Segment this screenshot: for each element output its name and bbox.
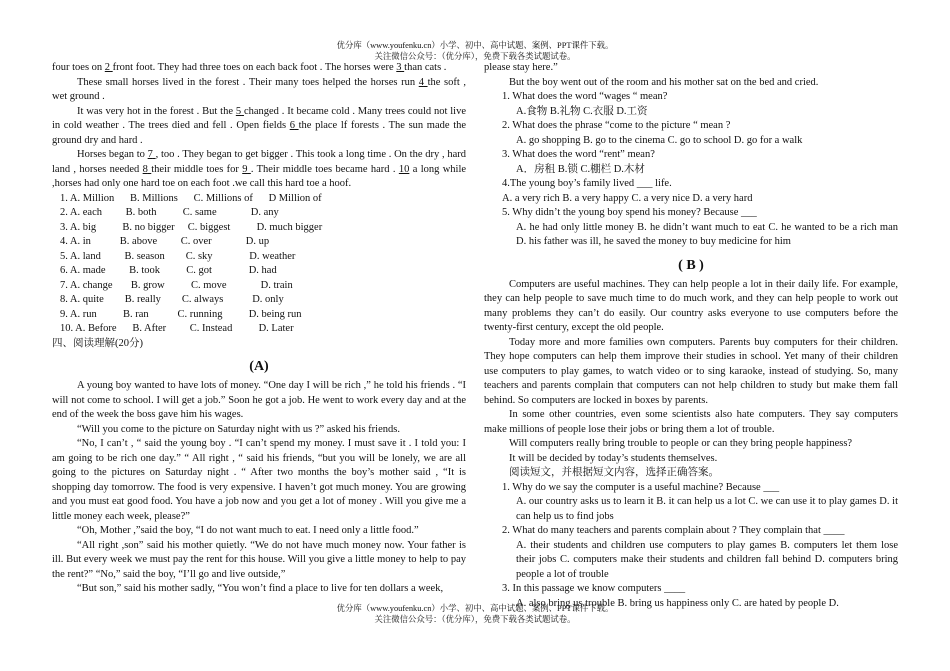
answer-options: A.食物 B.礼物 C.衣服 D.工资 — [516, 105, 648, 117]
option-row: 1. A. Million B. Millions C. Millions of D Million of — [60, 192, 322, 204]
option-row: 4. A. in B. above C. over D. up — [60, 236, 270, 247]
passage-a-paragraph: “Oh, Mother ,”said the boy, “I do not want much to eat. I need only a little food.” — [77, 525, 419, 536]
cloze-paragraph-1: four toes on 2 front foot. They had three toes on each back foot . The horses were 3 than cats . — [52, 62, 447, 73]
section-title: 四、阅读理解(20分) — [52, 337, 143, 349]
question: 3. What does the word “rent” mean? — [502, 149, 655, 160]
passage-b-paragraph: It will be decided by today’s students themselves. — [509, 452, 718, 464]
left-column — [52, 61, 466, 597]
footer-line-1: 优分库（www.youfenku.cn）小学、初中、高中试题、案例、PPT课件下载。 — [336, 604, 614, 613]
passage-a-continued: please stay here.” — [484, 62, 558, 73]
answer-options: A. our country asks us to learn it B. it can help us a lot C. we can use it to play games D. it can help us to find jobs — [516, 496, 898, 522]
question: 5. Why didn’t the young boy spend his money? Because ___ — [502, 207, 757, 218]
passage-a-paragraph: “All right ,son” said his mother quietly. “We do not have much money now. Your father is ill. But every week we must pay the rent for this house. Will you give a little money to help to pay the rent?” “No,” said the boy, “I’ll go and live outside,” — [52, 539, 466, 580]
footer-line-2: 关注微信公众号：（优分库），免费下载各类试题试卷。 — [374, 615, 576, 624]
option-row: 9. A. run B. ran C. running D. being run — [60, 308, 302, 320]
question: 1. Why do we say the computer is a useful machine? Because ___ — [502, 481, 780, 493]
option-row: 3. A. big B. no bigger C. biggest D. much bigger — [60, 221, 323, 233]
question: 2. What does the phrase “come to the picture “ mean ? — [502, 120, 731, 131]
page-footer — [0, 603, 950, 625]
answer-options: A. a very rich B. a very happy C. a very nice D. a very hard — [502, 192, 753, 204]
option-row: 5. A. land B. season C. sky D. weather — [60, 250, 296, 262]
passage-a-paragraph: “Will you come to the picture on Saturday night with us ?” asked his friends. — [77, 423, 400, 435]
header-line-1: 优分库（www.youfenku.cn）小学、初中、高中试题、案例、PPT课件下载。 — [336, 41, 614, 50]
passage-a-paragraph: “But son,” said his mother sadly, “You won’t find a place to live for ten dollars a week, — [77, 583, 444, 594]
passage-a-paragraph: A young boy wanted to have lots of money. “One day I will be rich ,” he told his friends . “I will not come to school. I will get a job.” Soon he got a job. He went to work every day and at the end of the week the boss gave him his wages. — [52, 380, 466, 420]
passage-b-paragraph: In some other countries, even some scientists also hate computers. They say computers make millions of people lose their jobs or bring them a lot of trouble. — [484, 409, 898, 435]
passage-b-paragraph: Will computers really bring trouble to people or can they bring people happiness? — [509, 438, 853, 449]
passage-a-title: (A) — [249, 359, 269, 374]
passage-a-paragraph: “No, I can’t , “ said the young boy . “I can’t spend my money. I must save it . I told you: I am going to be rich one day.” “ All right , “ said his friends, “but you will be lonely, we are all going to the pictures on Saturday night . “ After two months the boy’s mother said , “It is shopping day tomorrow. The food is very expensive. I haven’t got much money. You are growing and you must eat good food. You have a job now and you get a lot of money . Will you give me a little money each week, please?” — [52, 438, 466, 522]
answer-options: A. go shopping B. go to the cinema C. go to school D. go for a walk — [516, 134, 803, 146]
option-row: 6. A. made B. took C. got D. had — [60, 265, 277, 276]
answer-options: A. also bring us trouble B. bring us happiness only C. are hated by people D. — [516, 597, 839, 609]
cloze-paragraph-2: These small horses lived in the forest . Their many toes helped the horses run 4 the soft , wet ground . — [52, 76, 466, 102]
passage-b-title: ( B ) — [678, 257, 704, 273]
passage-b-paragraph: Computers are useful machines. They can help people a lot in their daily life. For example, they can help people to save much time to do much work, and they can help people to work out many problems they can’t do easily. Our country asks everyone to use computers before the twenty-first century, except the old people. — [484, 278, 898, 333]
cloze-paragraph-4: Horses began to 7 , too . They began to get bigger . This took a long time . On the dry , hard land , horses needed 8 their middle toes for 9 . Their middle toes became hard . 10 a long while ,horses had only one hard toe on each foot .we call this hard toe a hoof. — [52, 149, 467, 189]
question: 2. What do many teachers and parents complain about ? They complain that ____ — [502, 525, 845, 536]
question: 1. What does the word “wages “ mean? — [502, 91, 668, 102]
question: 4.The young boy’s family lived ___ life. — [502, 178, 672, 189]
option-row: 2. A. each B. both C. same D. any — [60, 207, 279, 218]
instruction: 阅读短文，并根据短文内容，选择正确答案。 — [509, 467, 719, 478]
question: 3. In this passage we know computers ____ — [502, 583, 686, 594]
right-column — [484, 61, 898, 611]
page-header — [0, 40, 950, 62]
cloze-paragraph-3: It was very hot in the forest . But the 5 changed . It became cold . Many trees could not live in cold weather . The trees died and fell . Open fields 6 the place lf forests . The sun made the ground dry and hard . — [52, 105, 467, 146]
answer-options: A. he had only little money B. he didn’t want much to eat C. he wanted to be a rich man D. his father was ill, he saved the money to buy medicine for him — [516, 221, 898, 247]
option-row: 8. A. quite B. really C. always D. only — [60, 294, 284, 305]
answer-options: A．房租 B.锁 C.棚栏 D.木材 — [516, 163, 645, 175]
header-line-2: 关注微信公众号：（优分库），免费下载各类试题试卷。 — [374, 52, 576, 61]
option-row: 10. A. Before B. After C. Instead D. Later — [60, 323, 294, 334]
option-row: 7. A. change B. grow C. move D. train — [60, 279, 293, 291]
passage-b-paragraph: Today more and more families own computers. Parents buy computers for their children. They hope computers can help them improve their studies in school. Yet many of their children use computers to play games, to watch video or to sing karaoke, instead of studying. So, many teachers and parents complain that computers can not help children to study but make them fall behind. So computers are locked in boxes by parents. — [484, 336, 898, 406]
answer-options: A. their students and children use computers to play games B. computers let them lose their jobs C. computers make their students and children fall behind D. computers bring people a lot of trouble — [516, 539, 898, 580]
passage-a-continued: But the boy went out of the room and his mother sat on the bed and cried. — [509, 76, 819, 88]
